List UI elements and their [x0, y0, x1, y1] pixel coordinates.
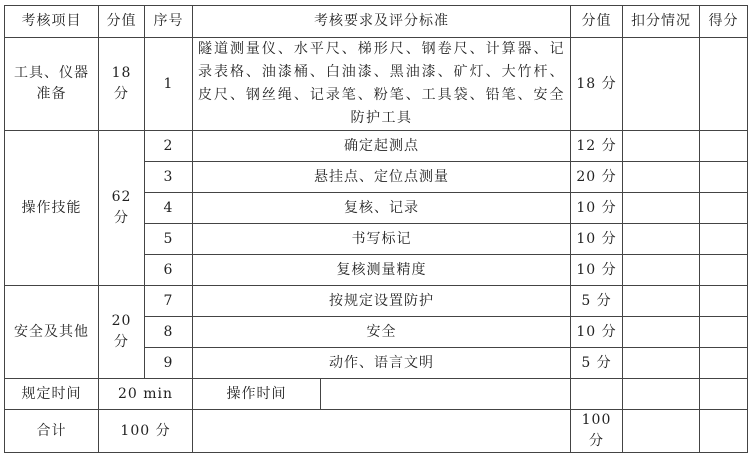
row-score: 10 分 — [571, 317, 623, 348]
header-score: 分值 — [571, 6, 623, 38]
time-earned-cell — [700, 379, 748, 410]
time-score-cell — [571, 379, 623, 410]
group-name: 工具、仪器准备 — [5, 38, 99, 131]
total-deduction-cell — [623, 410, 700, 453]
time-label: 规定时间 — [5, 379, 99, 410]
row-no: 8 — [145, 317, 193, 348]
header-row — [5, 6, 748, 38]
group-points: 62 分 — [99, 131, 145, 286]
op-time-label: 操作时间 — [193, 379, 321, 410]
earned-cell — [700, 348, 748, 379]
row-score: 10 分 — [571, 193, 623, 224]
earned-cell — [700, 38, 748, 131]
header-points: 分值 — [99, 6, 145, 38]
group-name: 安全及其他 — [5, 286, 99, 379]
deduction-cell — [623, 317, 700, 348]
row-requirement: 按规定设置防护 — [193, 286, 571, 317]
total-blank — [193, 410, 571, 453]
total-label: 合计 — [5, 410, 99, 453]
header-earned: 得分 — [700, 6, 748, 38]
earned-cell — [700, 193, 748, 224]
row-score: 10 分 — [571, 255, 623, 286]
table-row — [5, 286, 748, 317]
total-earned-cell — [700, 410, 748, 453]
deduction-cell — [623, 193, 700, 224]
row-requirement: 确定起测点 — [193, 131, 571, 162]
group-points: 18 分 — [99, 38, 145, 131]
total-value: 100 分 — [99, 410, 193, 453]
row-score: 12 分 — [571, 131, 623, 162]
row-score: 5 分 — [571, 348, 623, 379]
row-no: 1 — [145, 38, 193, 131]
row-requirement: 书写标记 — [193, 224, 571, 255]
group-points: 20 分 — [99, 286, 145, 379]
earned-cell — [700, 131, 748, 162]
row-no: 7 — [145, 286, 193, 317]
header-deductions: 扣分情况 — [623, 6, 700, 38]
row-no: 5 — [145, 224, 193, 255]
deduction-cell — [623, 38, 700, 131]
row-score: 18 分 — [571, 38, 623, 131]
deduction-cell — [623, 224, 700, 255]
earned-cell — [700, 255, 748, 286]
deduction-cell — [623, 162, 700, 193]
row-score: 20 分 — [571, 162, 623, 193]
scoring-table — [4, 5, 748, 453]
time-value: 20 min — [99, 379, 193, 410]
earned-cell — [700, 286, 748, 317]
time-row — [5, 379, 748, 410]
earned-cell — [700, 224, 748, 255]
earned-cell — [700, 162, 748, 193]
row-score: 5 分 — [571, 286, 623, 317]
row-no: 4 — [145, 193, 193, 224]
row-requirement: 复核测量精度 — [193, 255, 571, 286]
row-requirement: 悬挂点、定位点测量 — [193, 162, 571, 193]
row-score: 10 分 — [571, 224, 623, 255]
deduction-cell — [623, 131, 700, 162]
table-row — [5, 38, 748, 131]
row-requirement: 动作、语言文明 — [193, 348, 571, 379]
deduction-cell — [623, 286, 700, 317]
total-score: 100 分 — [571, 410, 623, 453]
row-no: 3 — [145, 162, 193, 193]
op-time-value — [321, 379, 571, 410]
table-row — [5, 131, 748, 162]
header-requirements: 考核要求及评分标准 — [193, 6, 571, 38]
header-no: 序号 — [145, 6, 193, 38]
row-requirement: 安全 — [193, 317, 571, 348]
row-no: 6 — [145, 255, 193, 286]
row-no: 9 — [145, 348, 193, 379]
deduction-cell — [623, 348, 700, 379]
deduction-cell — [623, 255, 700, 286]
total-row — [5, 410, 748, 453]
row-no: 2 — [145, 131, 193, 162]
row-requirement: 隧道测量仪、水平尺、梯形尺、钢卷尺、计算器、记录表格、油漆桶、白油漆、黑油漆、矿灯、大竹杆、皮尺、钢丝绳、记录笔、粉笔、工具袋、铅笔、安全防护工具 — [193, 38, 571, 131]
earned-cell — [700, 317, 748, 348]
header-item: 考核项目 — [5, 6, 99, 38]
group-name: 操作技能 — [5, 131, 99, 286]
row-requirement: 复核、记录 — [193, 193, 571, 224]
time-deduction-cell — [623, 379, 700, 410]
